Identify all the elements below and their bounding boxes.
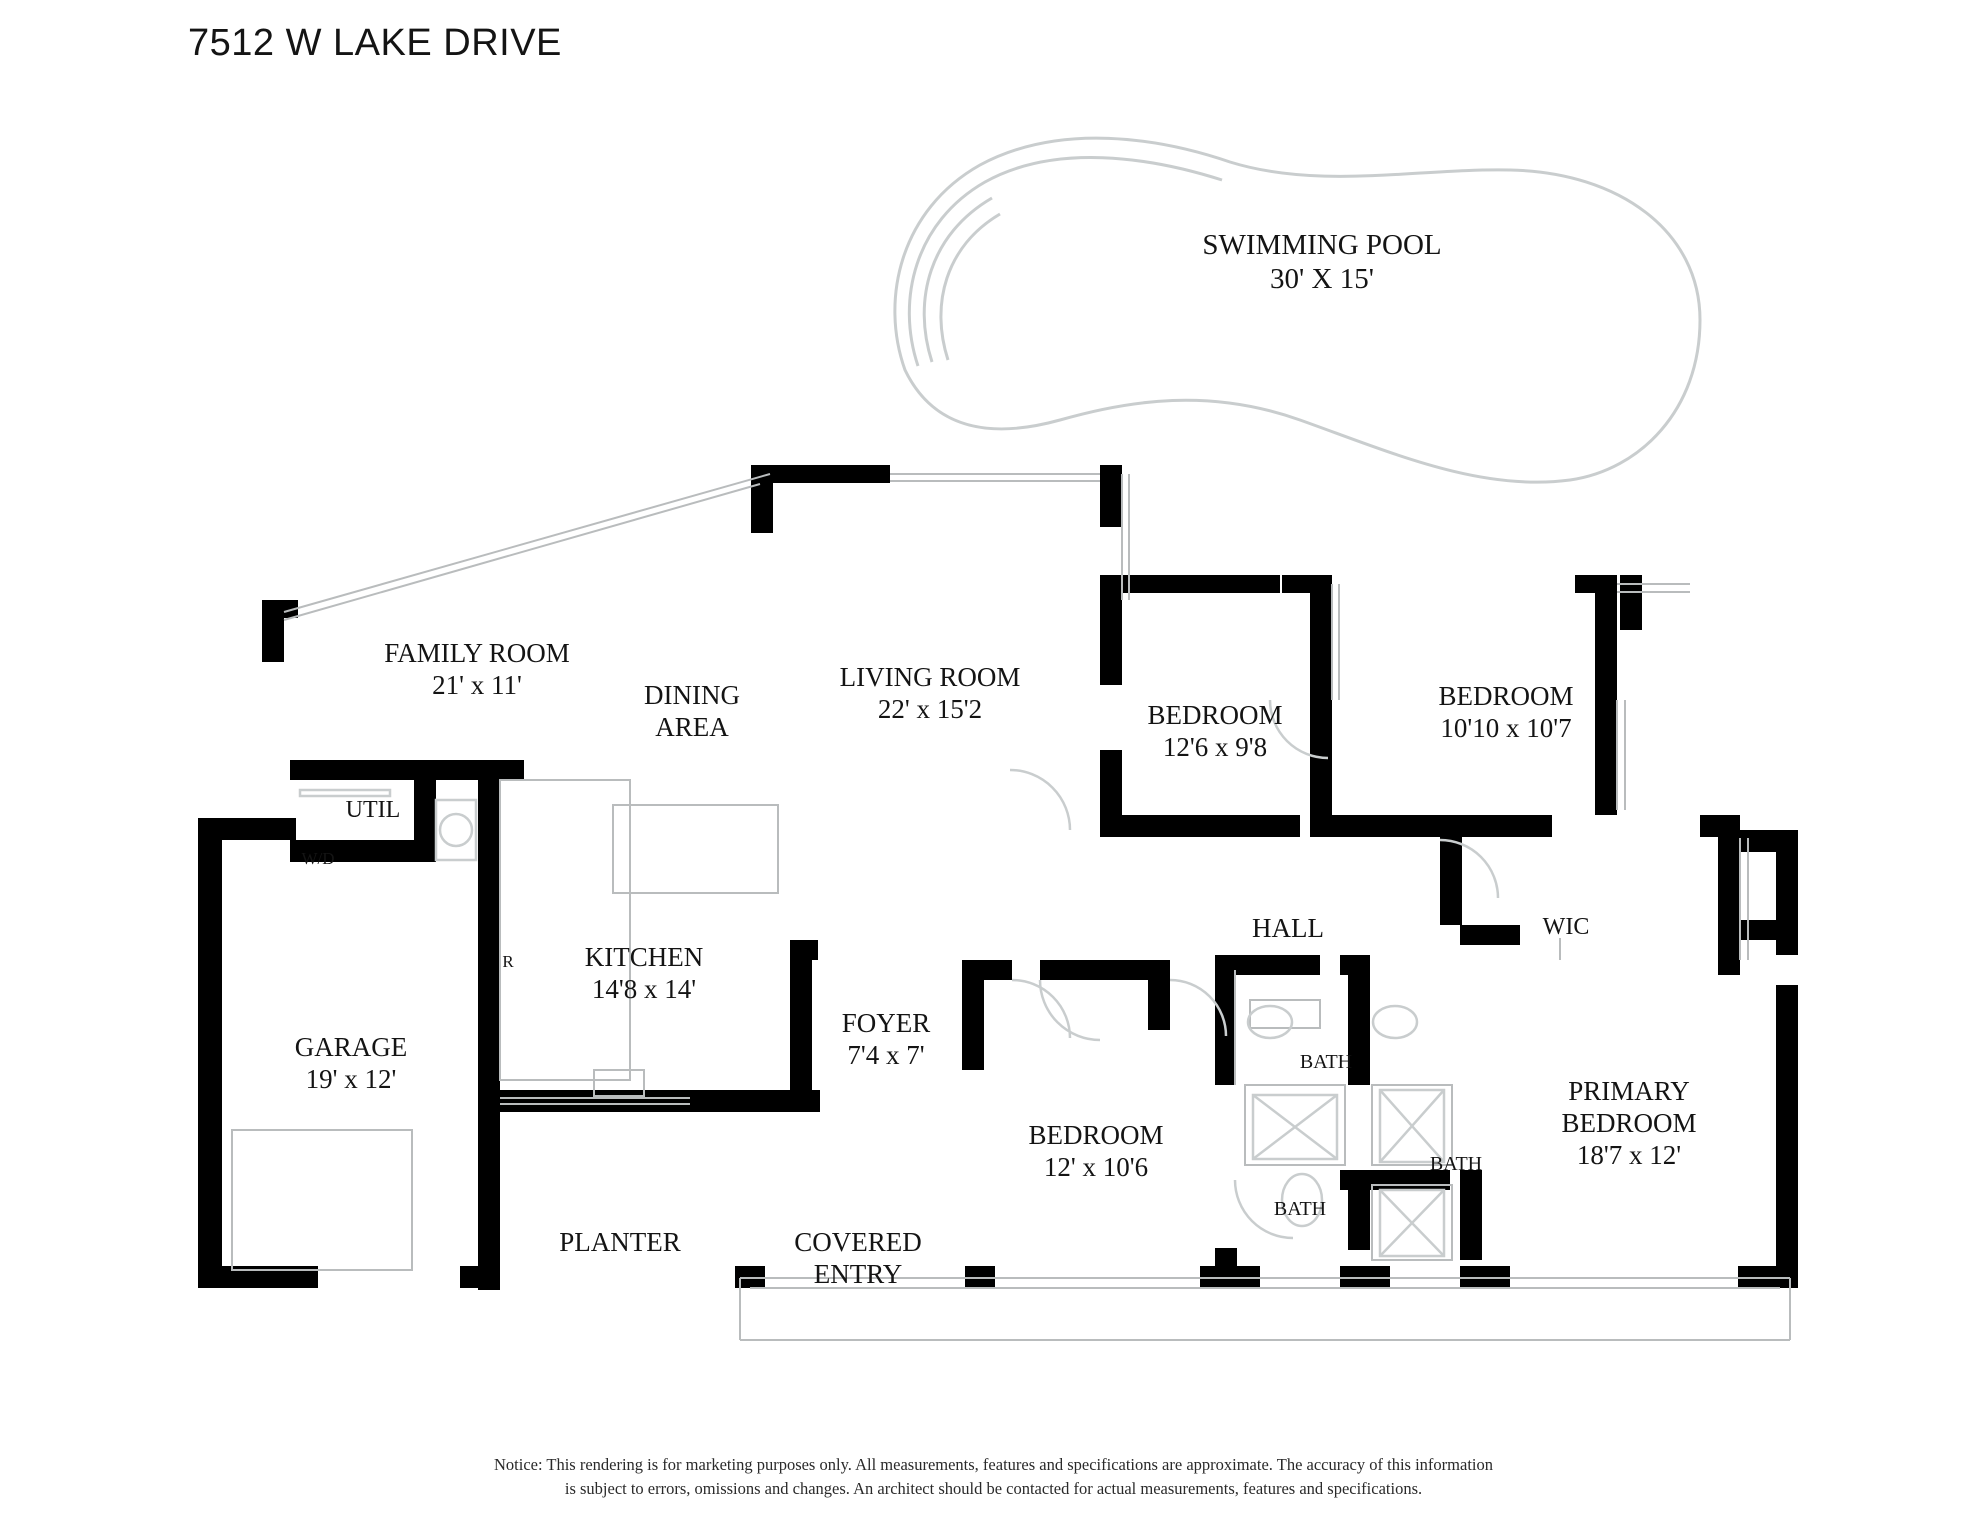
room-label-bath-3: BATH [1429,1153,1483,1175]
exterior-and-interior-walls [198,465,1798,1290]
room-label-swimming-pool: SWIMMING POOL 30' X 15' [1202,229,1442,296]
room-label-planter: PLANTER [559,1227,681,1257]
room-label-covered-entry: COVERED ENTRY [794,1227,922,1289]
room-label-foyer: FOYER 7'4 x 7' [841,1008,931,1070]
room-label-bedroom-4: BEDROOM 12' x 10'6 [1028,1120,1164,1182]
notice-line-1: Notice: This rendering is for marketing purposes only. All measurements, features and specifications are approximate. The accuracy of this information [493,1455,1493,1474]
swimming-pool-outline [895,138,1700,482]
room-label-primary-bedroom: PRIMARY BEDROOM 18'7 x 12' [1561,1076,1697,1170]
room-label-bath-2: BATH [1273,1198,1327,1220]
room-label-kitchen: KITCHEN 14'8 x 14' [584,942,704,1004]
room-label-bedroom-2: BEDROOM 12'6 x 9'8 [1147,700,1283,762]
notice-line-2: is subject to errors, omissions and changes. An architect should be contacted for actual measurements, features and specifications. [564,1478,1423,1498]
room-label-family-room: FAMILY ROOM 21' x 11' [384,638,570,700]
room-label-dining-area: DINING AREA [644,680,740,742]
page-title: 7512 W LAKE DRIVE [188,22,562,64]
room-label-bath-1: BATH [1299,1051,1353,1073]
room-label-wic: WIC [1542,914,1590,940]
room-label-refrigerator: R [502,952,514,971]
disclaimer-notice [0,1453,1987,1501]
thin-detail-lines [232,474,1790,1340]
room-label-bedroom-3: BEDROOM 10'10 x 10'7 [1438,681,1574,743]
room-label-hall: HALL [1252,913,1324,943]
room-label-washer-dryer: W/D [301,849,335,868]
room-label-utility: UTIL [345,797,401,823]
room-label-living-room: LIVING ROOM 22' x 15'2 [839,662,1021,724]
room-label-garage: GARAGE 19' x 12' [294,1032,408,1094]
